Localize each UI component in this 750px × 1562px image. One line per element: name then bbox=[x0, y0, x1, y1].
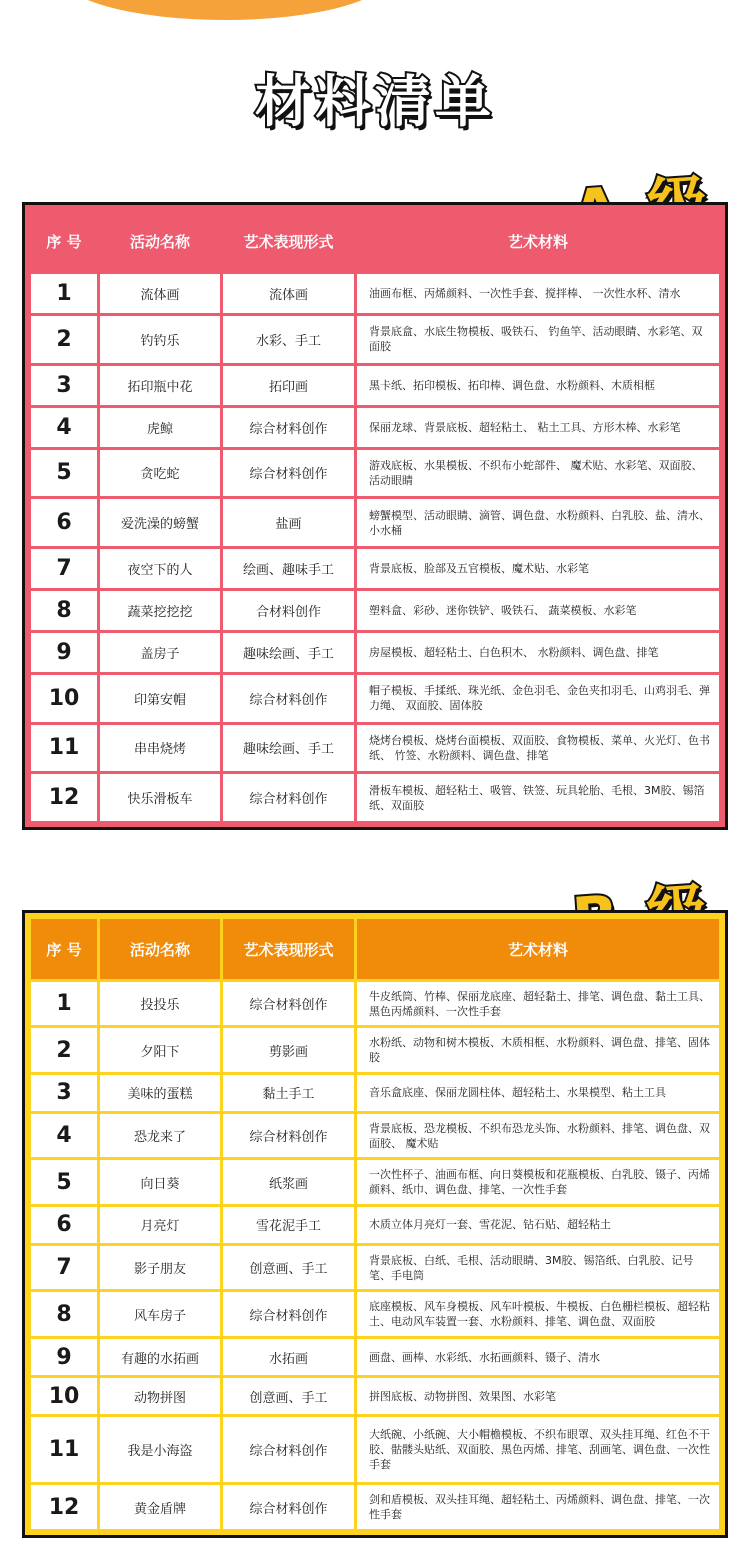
table-row bbox=[31, 274, 719, 313]
materials: 一次性杯子、油画布框、向日葵模板和花瓶模板、白乳胶、镊子、丙烯颜料、纸巾、调色盘、排笔、一次性手套 bbox=[357, 1160, 719, 1203]
materials: 黑卡纸、拓印模板、拓印棒、调色盘、水粉颜料、木质相框 bbox=[357, 366, 719, 405]
header-no: 序 号 bbox=[31, 919, 97, 979]
row-number: 4 bbox=[31, 408, 97, 447]
row-number: 7 bbox=[31, 549, 97, 588]
header-activity-name: 活动名称 bbox=[100, 211, 220, 271]
activity-name: 印第安帽 bbox=[100, 675, 220, 722]
art-form: 流体画 bbox=[223, 274, 354, 313]
art-form: 综合材料创作 bbox=[223, 1485, 354, 1529]
materials: 画盘、画棒、水彩纸、水拓画颜料、镊子、清水 bbox=[357, 1339, 719, 1375]
art-form: 盐画 bbox=[223, 499, 354, 546]
table-row bbox=[31, 1114, 719, 1157]
row-number: 5 bbox=[31, 450, 97, 497]
activity-name: 盖房子 bbox=[100, 633, 220, 672]
art-form: 剪影画 bbox=[223, 1028, 354, 1071]
header-materials: 艺术材料 bbox=[357, 211, 719, 271]
art-form: 趣味绘画、手工 bbox=[223, 725, 354, 772]
table-row bbox=[31, 633, 719, 672]
table-row bbox=[31, 316, 719, 363]
row-number: 6 bbox=[31, 499, 97, 546]
art-form: 趣味绘画、手工 bbox=[223, 633, 354, 672]
materials: 拼图底板、动物拼图、效果图、水彩笔 bbox=[357, 1378, 719, 1414]
table-row bbox=[31, 1075, 719, 1111]
row-number: 4 bbox=[31, 1114, 97, 1157]
activity-name: 钓钓乐 bbox=[100, 316, 220, 363]
activity-name: 有趣的水拓画 bbox=[100, 1339, 220, 1375]
art-form: 综合材料创作 bbox=[223, 675, 354, 722]
table-row bbox=[31, 549, 719, 588]
materials: 大纸碗、小纸碗、大小帽檐模板、不织布眼罩、双头挂耳绳、红色不干胶、骷髅头贴纸、双面胶、黑色丙烯、排笔、刮画笔、调色盘、一次性手套 bbox=[357, 1417, 719, 1482]
art-form: 综合材料创作 bbox=[223, 1292, 354, 1335]
row-number: 9 bbox=[31, 1339, 97, 1375]
art-form: 绘画、趣味手工 bbox=[223, 549, 354, 588]
header-activity-name: 活动名称 bbox=[100, 919, 220, 979]
activity-name: 我是小海盗 bbox=[100, 1417, 220, 1482]
art-form: 拓印画 bbox=[223, 366, 354, 405]
table-row bbox=[31, 499, 719, 546]
art-form: 水彩、手工 bbox=[223, 316, 354, 363]
level-a-table bbox=[28, 208, 722, 824]
art-form: 雪花泥手工 bbox=[223, 1207, 354, 1243]
table-row bbox=[31, 675, 719, 722]
table-row bbox=[31, 366, 719, 405]
activity-name: 蔬菜挖挖挖 bbox=[100, 591, 220, 630]
row-number: 12 bbox=[31, 1485, 97, 1529]
activity-name: 向日葵 bbox=[100, 1160, 220, 1203]
row-number: 5 bbox=[31, 1160, 97, 1203]
table-row bbox=[31, 1207, 719, 1243]
level-b-table bbox=[28, 916, 722, 1532]
materials: 剑和盾模板、双头挂耳绳、超轻粘土、丙烯颜料、调色盘、排笔、一次性手套 bbox=[357, 1485, 719, 1529]
level-a-table-container bbox=[22, 202, 728, 830]
table-header-row bbox=[31, 919, 719, 979]
materials: 帽子模板、手揉纸、珠光纸、金色羽毛、金色夹扣羽毛、山鸡羽毛、弹力绳、 双面胶、固体胶 bbox=[357, 675, 719, 722]
table-row bbox=[31, 1378, 719, 1414]
materials: 螃蟹模型、活动眼睛、滴管、调色盘、水粉颜料、白乳胶、盐、清水、小水桶 bbox=[357, 499, 719, 546]
materials: 背景底板、脸部及五官模板、魔术贴、水彩笔 bbox=[357, 549, 719, 588]
activity-name: 串串烧烤 bbox=[100, 725, 220, 772]
art-form: 综合材料创作 bbox=[223, 450, 354, 497]
materials: 塑料盒、彩砂、迷你铁铲、吸铁石、 蔬菜模板、水彩笔 bbox=[357, 591, 719, 630]
table-header-row bbox=[31, 211, 719, 271]
activity-name: 快乐滑板车 bbox=[100, 774, 220, 821]
materials: 游戏底板、水果模板、不织布小蛇部件、 魔术贴、水彩笔、双面胶、活动眼睛 bbox=[357, 450, 719, 497]
table-row bbox=[31, 774, 719, 821]
table-row bbox=[31, 1246, 719, 1289]
table-row bbox=[31, 1417, 719, 1482]
activity-name: 恐龙来了 bbox=[100, 1114, 220, 1157]
table-row bbox=[31, 1160, 719, 1203]
header-art-form: 艺术表现形式 bbox=[223, 919, 354, 979]
row-number: 8 bbox=[31, 1292, 97, 1335]
table-row bbox=[31, 408, 719, 447]
materials: 音乐盒底座、保丽龙圆柱体、超轻粘土、水果模型、粘土工具 bbox=[357, 1075, 719, 1111]
table-row bbox=[31, 1339, 719, 1375]
row-number: 11 bbox=[31, 1417, 97, 1482]
art-form: 黏土手工 bbox=[223, 1075, 354, 1111]
header-no: 序 号 bbox=[31, 211, 97, 271]
table-row bbox=[31, 1292, 719, 1335]
top-decoration bbox=[60, 0, 390, 20]
table-row bbox=[31, 591, 719, 630]
activity-name: 夜空下的人 bbox=[100, 549, 220, 588]
row-number: 1 bbox=[31, 982, 97, 1025]
activity-name: 月亮灯 bbox=[100, 1207, 220, 1243]
art-form: 综合材料创作 bbox=[223, 982, 354, 1025]
row-number: 6 bbox=[31, 1207, 97, 1243]
activity-name: 投投乐 bbox=[100, 982, 220, 1025]
activity-name: 贪吃蛇 bbox=[100, 450, 220, 497]
table-row bbox=[31, 982, 719, 1025]
art-form: 综合材料创作 bbox=[223, 774, 354, 821]
row-number: 9 bbox=[31, 633, 97, 672]
art-form: 综合材料创作 bbox=[223, 1114, 354, 1157]
materials: 木质立体月亮灯一套、雪花泥、钻石贴、超轻粘土 bbox=[357, 1207, 719, 1243]
activity-name: 夕阳下 bbox=[100, 1028, 220, 1071]
activity-name: 动物拼图 bbox=[100, 1378, 220, 1414]
header-art-form: 艺术表现形式 bbox=[223, 211, 354, 271]
table-row bbox=[31, 725, 719, 772]
row-number: 7 bbox=[31, 1246, 97, 1289]
materials: 底座模板、风车身模板、风车叶模板、牛模板、白色栅栏模板、超轻粘土、电动风车装置一套、水粉颜料、排笔、调色盘、双面胶 bbox=[357, 1292, 719, 1335]
materials: 烧烤台模板、烧烤台面模板、双面胶、食物模板、菜单、火光灯、色书纸、 竹签、水粉颜料、调色盘、排笔 bbox=[357, 725, 719, 772]
art-form: 合材料创作 bbox=[223, 591, 354, 630]
art-form: 水拓画 bbox=[223, 1339, 354, 1375]
row-number: 11 bbox=[31, 725, 97, 772]
row-number: 2 bbox=[31, 316, 97, 363]
art-form: 综合材料创作 bbox=[223, 1417, 354, 1482]
table-row bbox=[31, 1485, 719, 1529]
activity-name: 拓印瓶中花 bbox=[100, 366, 220, 405]
activity-name: 影子朋友 bbox=[100, 1246, 220, 1289]
materials: 背景底板、白纸、毛根、活动眼睛、3M胶、锡箔纸、白乳胶、记号笔、手电筒 bbox=[357, 1246, 719, 1289]
art-form: 综合材料创作 bbox=[223, 408, 354, 447]
materials: 水粉纸、动物和树木模板、木质相框、水粉颜料、调色盘、排笔、固体胶 bbox=[357, 1028, 719, 1071]
row-number: 1 bbox=[31, 274, 97, 313]
header-materials: 艺术材料 bbox=[357, 919, 719, 979]
materials: 保丽龙球、背景底板、超轻粘土、 粘土工具、方形木棒、水彩笔 bbox=[357, 408, 719, 447]
activity-name: 美味的蛋糕 bbox=[100, 1075, 220, 1111]
materials: 油画布框、丙烯颜料、一次性手套、搅拌棒、 一次性水杯、清水 bbox=[357, 274, 719, 313]
materials: 房屋模板、超轻粘土、白色积木、 水粉颜料、调色盘、排笔 bbox=[357, 633, 719, 672]
art-form: 创意画、手工 bbox=[223, 1246, 354, 1289]
activity-name: 风车房子 bbox=[100, 1292, 220, 1335]
row-number: 12 bbox=[31, 774, 97, 821]
activity-name: 黄金盾牌 bbox=[100, 1485, 220, 1529]
row-number: 3 bbox=[31, 366, 97, 405]
materials: 背景底板、恐龙模板、不织布恐龙头饰、水粉颜料、排笔、调色盘、双面胶、 魔术贴 bbox=[357, 1114, 719, 1157]
row-number: 2 bbox=[31, 1028, 97, 1071]
activity-name: 流体画 bbox=[100, 274, 220, 313]
materials: 牛皮纸筒、竹棒、保丽龙底座、超轻黏土、排笔、调色盘、黏土工具、黑色丙烯颜料、一次性手套 bbox=[357, 982, 719, 1025]
art-form: 创意画、手工 bbox=[223, 1378, 354, 1414]
row-number: 3 bbox=[31, 1075, 97, 1111]
row-number: 10 bbox=[31, 1378, 97, 1414]
materials: 滑板车模板、超轻粘土、吸管、铁签、玩具轮胎、毛根、3M胶、锡箔纸、双面胶 bbox=[357, 774, 719, 821]
table-row bbox=[31, 1028, 719, 1071]
row-number: 8 bbox=[31, 591, 97, 630]
activity-name: 爱洗澡的螃蟹 bbox=[100, 499, 220, 546]
row-number: 10 bbox=[31, 675, 97, 722]
level-b-table-container bbox=[22, 910, 728, 1538]
materials: 背景底盒、水底生物模板、吸铁石、 钓鱼竿、活动眼睛、水彩笔、双面胶 bbox=[357, 316, 719, 363]
table-row bbox=[31, 450, 719, 497]
page-title: 材料清单 bbox=[255, 70, 495, 135]
activity-name: 虎鲸 bbox=[100, 408, 220, 447]
art-form: 纸浆画 bbox=[223, 1160, 354, 1203]
